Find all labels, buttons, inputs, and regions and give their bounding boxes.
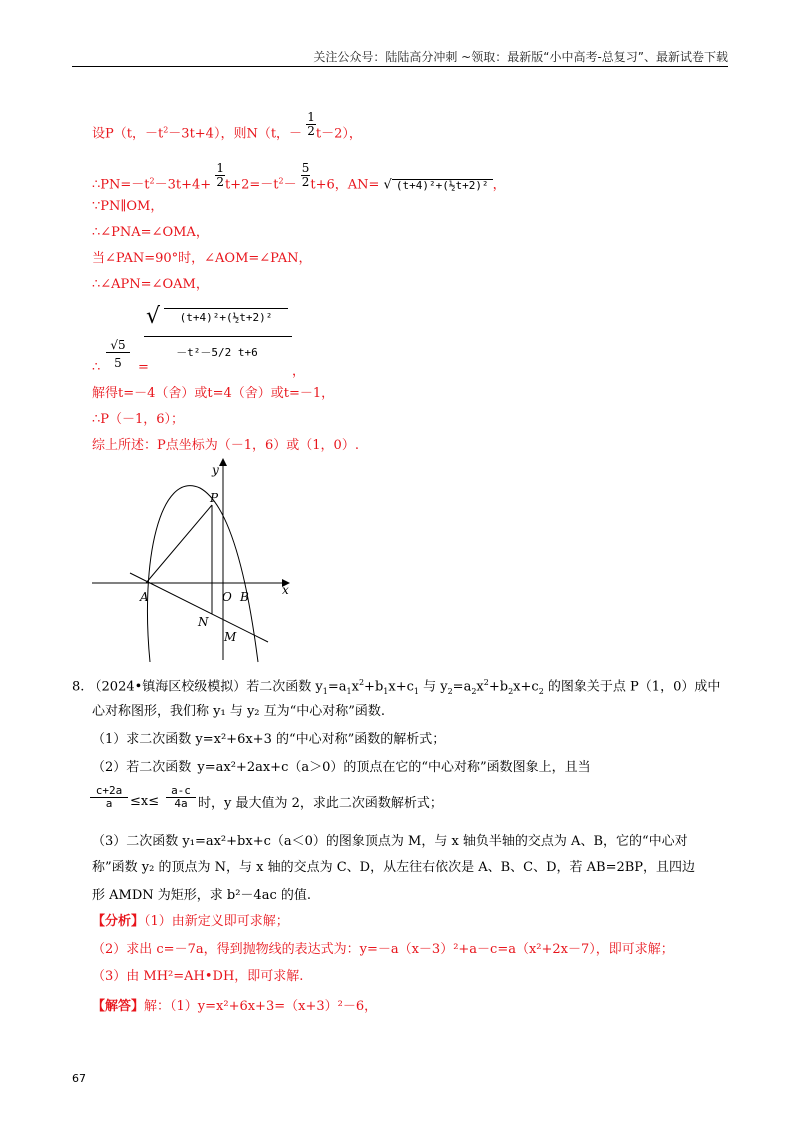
analysis-tag: 【分析】 bbox=[92, 914, 145, 929]
equals-sign: = bbox=[138, 360, 149, 375]
fraction: $\frac{a-c}{4a}$ bbox=[166, 785, 196, 809]
text: 设P（t，－t bbox=[92, 126, 164, 142]
text: x+c bbox=[513, 679, 539, 695]
label-P: P bbox=[210, 491, 219, 505]
solution-line-1: 设P（t，$-t^2-3t+4$），则N（t，－ $\frac{1}{2}$ t－2）， bbox=[92, 110, 362, 142]
analysis-line-2: （2）求出 c=－7a，得到抛物线的表达式为：y=－a（x－3）²+a－c=a（x²+2x－7），即可求解； bbox=[92, 942, 674, 957]
text: 的图象关于点 P（1，0）成中 bbox=[543, 679, 721, 695]
text: －3t+4+ bbox=[154, 177, 212, 193]
left-frac-den: 5 bbox=[114, 356, 122, 370]
text: ∴PN=－t bbox=[92, 177, 150, 193]
text: +b bbox=[364, 679, 384, 695]
label-x: x bbox=[282, 583, 289, 597]
solution-line-6: ∴∠APN=∠OAM， bbox=[92, 277, 209, 292]
fraction: $\frac{1}{2}$ bbox=[307, 110, 315, 138]
solution-line-2: $\therefore PN=-t^2-3t+4+$ $\frac{1}{2}$ $t+2=-t^2-$ $\frac{5}{2}$ t+6，AN= √ (t+4)²+(½t+2)² ， bbox=[92, 161, 506, 193]
sqrt-sign: √ bbox=[383, 177, 392, 193]
text: =a bbox=[327, 679, 347, 695]
answer-line-1 bbox=[92, 1000, 377, 1013]
solution-line-10: 综上所述：P点坐标为（－1，6）或（1，0）. bbox=[92, 438, 359, 453]
question-3-line-1: （3）二次函数 y₁=ax²+bx+c（a＜0）的图象顶点为 M，与 x 轴负半轴的交点为 A、B，它的“中心对 bbox=[92, 834, 688, 849]
page-number: 67 bbox=[72, 1072, 86, 1085]
question-2: （2）若二次函数 y=ax²+2ax+c（a＞0）的顶点在它的“中心对称”函数图象上，且当 bbox=[92, 760, 591, 775]
solution-line-3: ∵PN∥OM， bbox=[92, 199, 164, 214]
right-frac-num: (t+4)²+(½t+2)² bbox=[164, 308, 288, 324]
label-B: B bbox=[240, 590, 249, 604]
big-sqrt-sign: √ bbox=[146, 304, 161, 329]
analysis-line-1 bbox=[92, 915, 289, 928]
label-O: O bbox=[222, 590, 232, 604]
text: t+2=－t bbox=[224, 177, 279, 193]
header-rule bbox=[72, 66, 728, 67]
question-1: （1）求二次函数 y=x²+6x+3 的“中心对称”函数的解析式； bbox=[92, 732, 446, 747]
solution-line-8: 解得t=－4（舍）或t=4（舍）或t=－1， bbox=[92, 386, 335, 401]
text: 解：（1）y=x²+6x+3=（x+3）²－6， bbox=[144, 999, 378, 1014]
text: ， bbox=[492, 177, 506, 193]
text: t－2）， bbox=[315, 126, 362, 142]
text: － bbox=[283, 177, 297, 193]
text: 8. （2024•镇海区校级模拟）若二次函数 y bbox=[72, 679, 323, 695]
answer-tag: 【解答】 bbox=[92, 999, 145, 1014]
label-A: A bbox=[140, 590, 149, 604]
text: （1）由新定义即可求解； bbox=[144, 914, 289, 929]
text: 时，y 最大值为 2，求此二次函数解析式； bbox=[198, 796, 443, 811]
fraction-bar bbox=[144, 336, 292, 337]
sqrt-expression: (t+4)²+(½t+2)² bbox=[392, 179, 493, 191]
text: x bbox=[351, 679, 359, 695]
solution-line-9: ∴P（－1，6）； bbox=[92, 412, 185, 427]
text: x bbox=[476, 679, 484, 695]
fraction: $\frac{5}{2}$ bbox=[301, 161, 310, 189]
solution-line-7 bbox=[92, 296, 512, 380]
text: －3t+4），则N（t，－ bbox=[168, 126, 303, 142]
problem-8-line-2: 心对称图形，我们称 y₁ 与 y₂ 互为“中心对称”函数. bbox=[92, 704, 386, 719]
line-AP bbox=[146, 505, 212, 583]
comma: ， bbox=[292, 364, 306, 379]
text: 与 y bbox=[418, 679, 448, 695]
therefore-sign: ∴ bbox=[92, 360, 101, 375]
inequality: ≤x≤ bbox=[130, 794, 160, 809]
parabola-curve bbox=[147, 486, 258, 662]
page-header: 关注公众号：陆陆高分冲刺 ~领取：最新版“小中高考-总复习”、最新试卷下载 bbox=[313, 50, 728, 64]
text: t+6，AN= bbox=[310, 177, 380, 193]
text: x+c bbox=[388, 679, 414, 695]
right-frac-den: －t²－5/2 t+6 bbox=[176, 346, 258, 359]
question-3-line-3: 形 AMDN 为矩形，求 b²－4ac 的值. bbox=[92, 888, 311, 903]
fraction: $\frac{1}{2}$ bbox=[216, 161, 224, 189]
analysis-line-3: （3）由 MH²=AH•DH，即可求解. bbox=[92, 969, 304, 984]
solution-line-4: ∴∠PNA=∠OMA， bbox=[92, 225, 209, 240]
label-N: N bbox=[198, 615, 209, 629]
question-3-line-2: 称”函数 y₂ 的顶点为 N，与 x 轴的交点为 C、D，从左往右依次是 A、B、C、D，若 AB=2BP，且四边 bbox=[92, 860, 696, 875]
solution-line-5: 当∠PAN=90°时，∠AOM=∠PAN， bbox=[92, 251, 312, 266]
problem-8-line-1: 8. （2024•镇海区校级模拟）若二次函数 $y_1=a_1x^2+b_1x+c_1$ 与 $y_2=a_2x^2+b_2x+c_2$ 的图象关于点 P（1，0）成中 bbox=[72, 678, 721, 696]
fraction: $\frac{c+2a}{a}$ bbox=[90, 785, 128, 809]
text: +b bbox=[488, 679, 509, 695]
label-y: y bbox=[212, 463, 219, 477]
left-frac-num: √5 bbox=[106, 338, 130, 353]
parabola-figure bbox=[86, 455, 296, 665]
label-M: M bbox=[224, 630, 237, 644]
text: =a bbox=[452, 679, 472, 695]
